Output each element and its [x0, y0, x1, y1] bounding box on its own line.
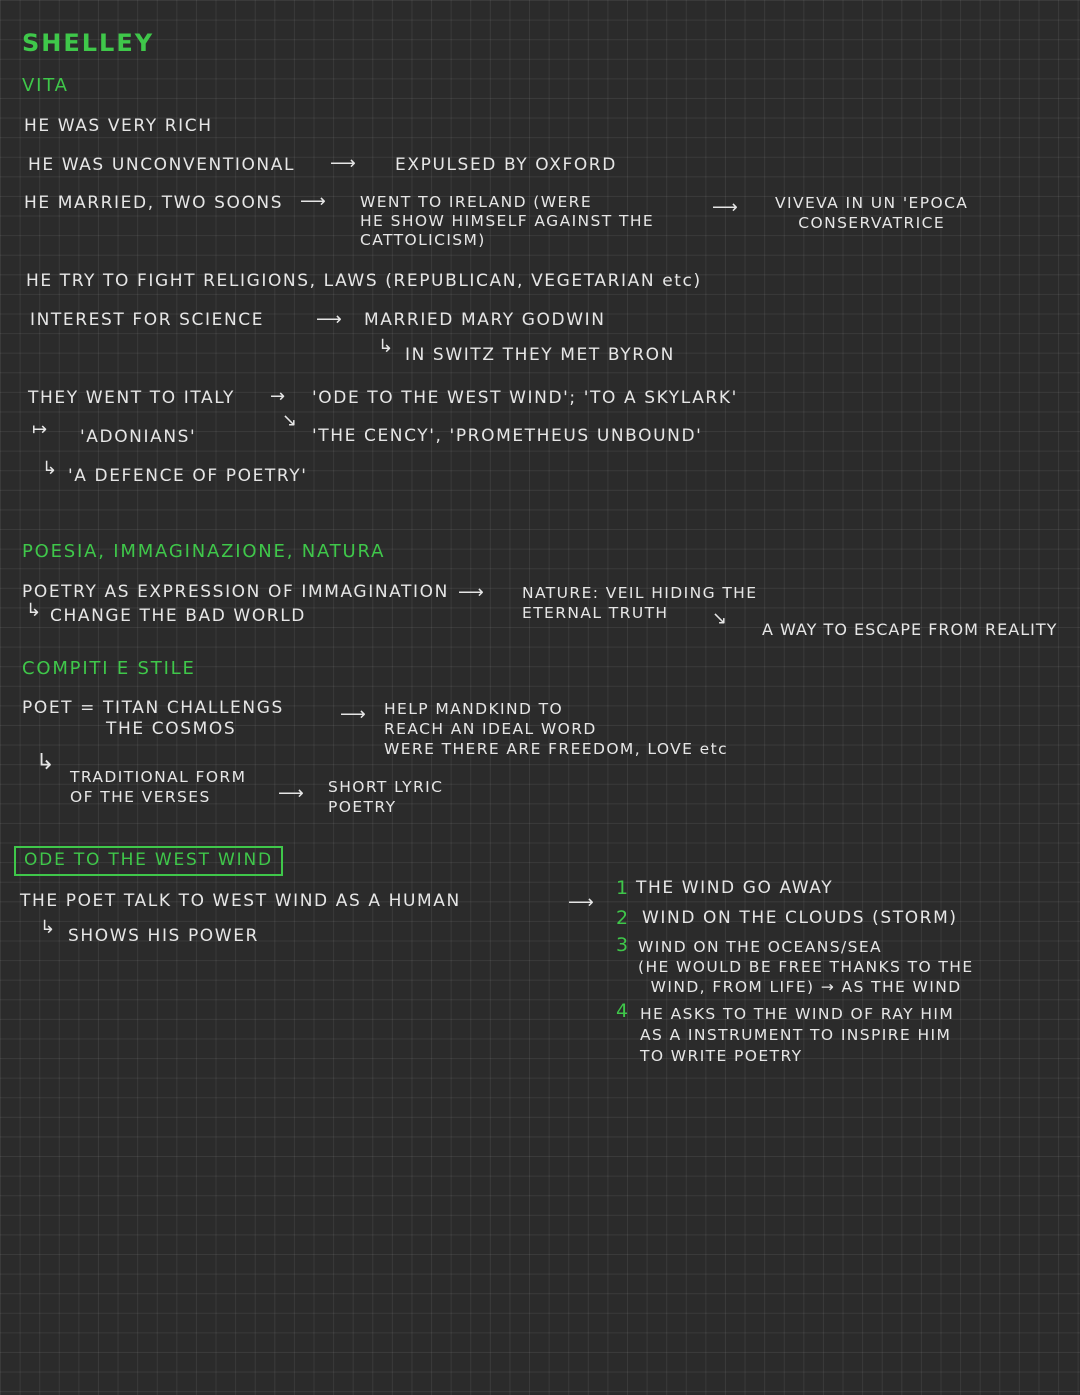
- note-rich: HE WAS VERY RICH: [24, 116, 213, 136]
- note-lyric: SHORT LYRIC POETRY: [328, 778, 444, 816]
- arrow-branch-icon: ↳: [378, 336, 394, 357]
- list-item: WIND ON THE CLOUDS (STORM): [642, 908, 958, 928]
- arrow-right-icon: ⟶: [300, 191, 326, 212]
- note-ireland: WENT TO IRELAND (WERE HE SHOW HIMSELF AGAINST THE CATTOLICISM): [360, 193, 655, 249]
- note-fight: HE TRY TO FIGHT RELIGIONS, LAWS (REPUBLICAN, VEGETARIAN etc): [26, 271, 702, 291]
- note-switz: IN SWITZ THEY MET BYRON: [405, 345, 675, 365]
- arrow-right-icon: ⟶: [568, 892, 594, 913]
- arrow-branch-icon: ↳: [36, 750, 55, 775]
- list-item: WIND ON THE OCEANS/SEA (HE WOULD BE FREE THANKS TO THE WIND, FROM LIFE) → AS THE WIND: [638, 938, 974, 996]
- note-interest: INTEREST FOR SCIENCE: [30, 310, 265, 330]
- arrow-right-icon: ⟶: [330, 153, 356, 174]
- list-number: 2: [616, 907, 630, 929]
- note-talk: THE POET TALK TO WEST WIND AS A HUMAN: [20, 891, 461, 911]
- arrow-branch-icon: ↳: [42, 458, 58, 479]
- note-mary: MARRIED MARY GODWIN: [364, 310, 606, 330]
- list-number: 3: [616, 934, 630, 956]
- note-expulsed: EXPULSED BY OXFORD: [395, 155, 617, 175]
- note-italy: THEY WENT TO ITALY: [28, 388, 236, 408]
- arrow-down-right-icon: ↘: [282, 410, 298, 431]
- note-defence: 'A DEFENCE OF POETRY': [68, 466, 308, 486]
- arrow-right-icon: ⟶: [712, 197, 738, 218]
- arrow-right-icon: ⟶: [316, 309, 342, 330]
- section-heading-compiti: COMPITI E STILE: [22, 658, 196, 679]
- note-change: CHANGE THE BAD WORLD: [50, 606, 306, 626]
- note-poet: POET = TITAN CHALLENGS THE COSMOS: [22, 698, 284, 739]
- note-escape: A WAY TO ESCAPE FROM REALITY: [762, 620, 1058, 639]
- arrow-branch-icon: ↳: [26, 600, 42, 621]
- section-heading-poesia: POESIA, IMMAGINAZIONE, NATURA: [22, 541, 386, 562]
- note-power: SHOWS HIS POWER: [68, 926, 259, 946]
- arrow-right-icon: ⟶: [340, 704, 366, 725]
- page-title: SHELLEY: [22, 29, 155, 57]
- arrow-right-icon: →: [270, 386, 286, 407]
- arrow-branch-icon: ↳: [40, 917, 56, 938]
- note-works-1: 'ODE TO THE WEST WIND'; 'TO A SKYLARK': [312, 388, 738, 408]
- list-item: THE WIND GO AWAY: [636, 878, 834, 898]
- note-epoca: VIVEVA IN UN 'EPOCA CONSERVATRICE: [775, 194, 969, 232]
- arrow-right-icon: ⟶: [278, 783, 304, 804]
- note-works-2: 'THE CENCY', 'PROMETHEUS UNBOUND': [312, 426, 703, 446]
- note-nature: NATURE: VEIL HIDING THE ETERNAL TRUTH: [522, 584, 758, 622]
- section-heading-ode: ODE TO THE WEST WIND: [14, 846, 283, 876]
- note-poetry: POETRY AS EXPRESSION OF IMMAGINATION: [22, 582, 449, 602]
- arrow-right-icon: ⟶: [458, 582, 484, 603]
- note-adonians: 'ADONIANS': [80, 427, 197, 447]
- note-unconventional: HE WAS UNCONVENTIONAL: [28, 155, 296, 175]
- note-help: HELP MANDKIND TO REACH AN IDEAL WORD WERE THERE ARE FREEDOM, LOVE etc: [384, 700, 729, 758]
- list-number: 4: [616, 1000, 630, 1022]
- note-traditional: TRADITIONAL FORM OF THE VERSES: [70, 768, 247, 806]
- list-number: 1: [616, 877, 630, 899]
- list-item: HE ASKS TO THE WIND OF RAY HIM AS A INSTRUMENT TO INSPIRE HIM TO WRITE POETRY: [640, 1005, 955, 1065]
- section-heading-vita: VITA: [22, 75, 69, 96]
- arrow-branch-icon: ↦: [32, 419, 48, 440]
- arrow-down-right-icon: ↘: [712, 608, 728, 629]
- note-married: HE MARRIED, TWO SOONS: [24, 193, 284, 213]
